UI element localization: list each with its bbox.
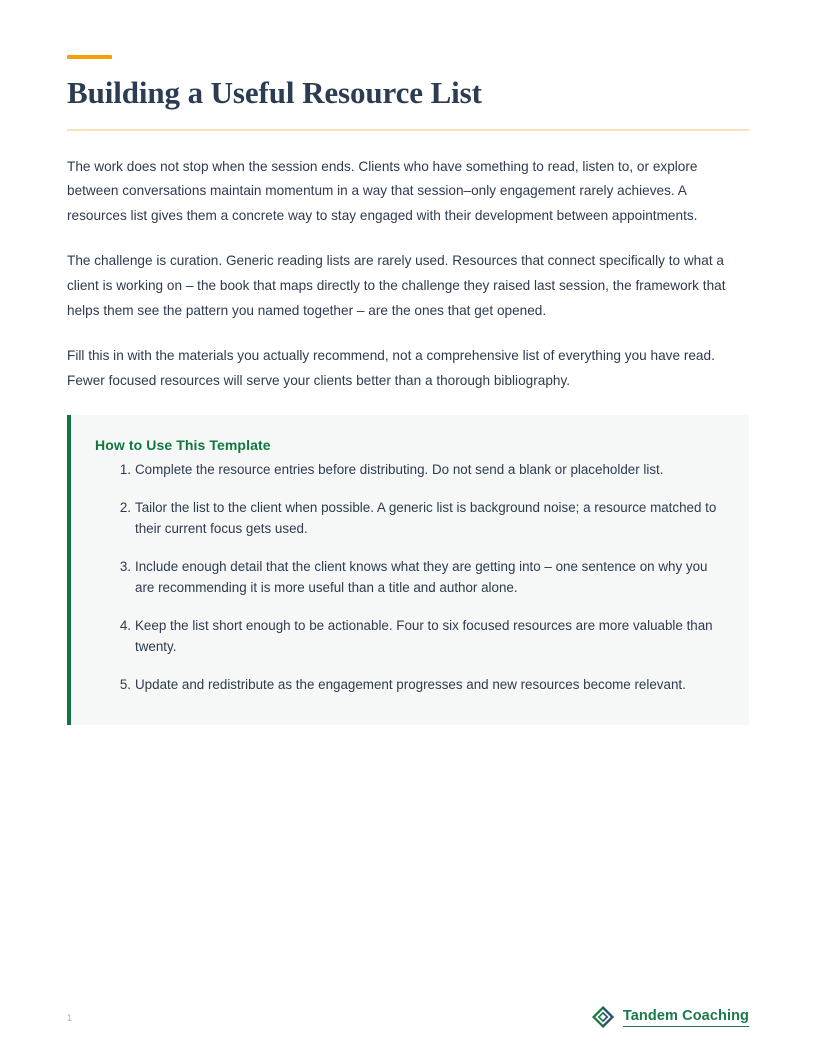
- intro-paragraph-1: The work does not stop when the session ends. Clients who have something to read, listen to, or explore between conversations maintain momentum in a way that session–only engagement rarely achieves. A resources list gives them a concrete way to stay engaged with their development between appointments.: [67, 158, 698, 223]
- page-number: 1: [67, 1013, 73, 1023]
- how-to-use-list: [95, 459, 723, 695]
- tandem-diamond-icon: [591, 1005, 615, 1029]
- brand-logo: [591, 1005, 749, 1029]
- brand-name-text: Tandem Coaching: [623, 1008, 749, 1027]
- title-accent-bar: [67, 55, 112, 59]
- list-item: Tailor the list to the client when possible. A generic list is background noise; a resource matched to their current focus gets used.: [135, 499, 717, 537]
- list-item: Complete the resource entries before distributing. Do not send a blank or placeholder list.: [135, 462, 664, 478]
- page-footer: [0, 984, 816, 1056]
- page-title: Building a Useful Resource List: [67, 75, 482, 110]
- list-item: Include enough detail that the client knows what they are getting into – one sentence on why you are recommending it is more useful than a title and author alone.: [135, 558, 708, 596]
- how-to-use-callout: [67, 415, 749, 725]
- title-divider-rule: [67, 129, 749, 131]
- callout-heading: How to Use This Template: [95, 437, 271, 454]
- list-item: Keep the list short enough to be actionable. Four to six focused resources are more valuable than twenty.: [135, 617, 713, 655]
- list-item: Update and redistribute as the engagement progresses and new resources become relevant.: [135, 676, 686, 692]
- intro-paragraph-2: The challenge is curation. Generic reading lists are rarely used. Resources that connect specifically to what a client is working on – the book that maps directly to the challenge they raised last session, the framework that helps them see the pattern you named together – are the ones that get opened.: [67, 253, 726, 318]
- intro-body-copy: [67, 155, 749, 394]
- page-content: [67, 0, 749, 725]
- intro-paragraph-3: Fill this in with the materials you actually recommend, not a comprehensive list of everything you have read. Fewer focused resources will serve your clients better than a thorough bibliography.: [67, 348, 715, 388]
